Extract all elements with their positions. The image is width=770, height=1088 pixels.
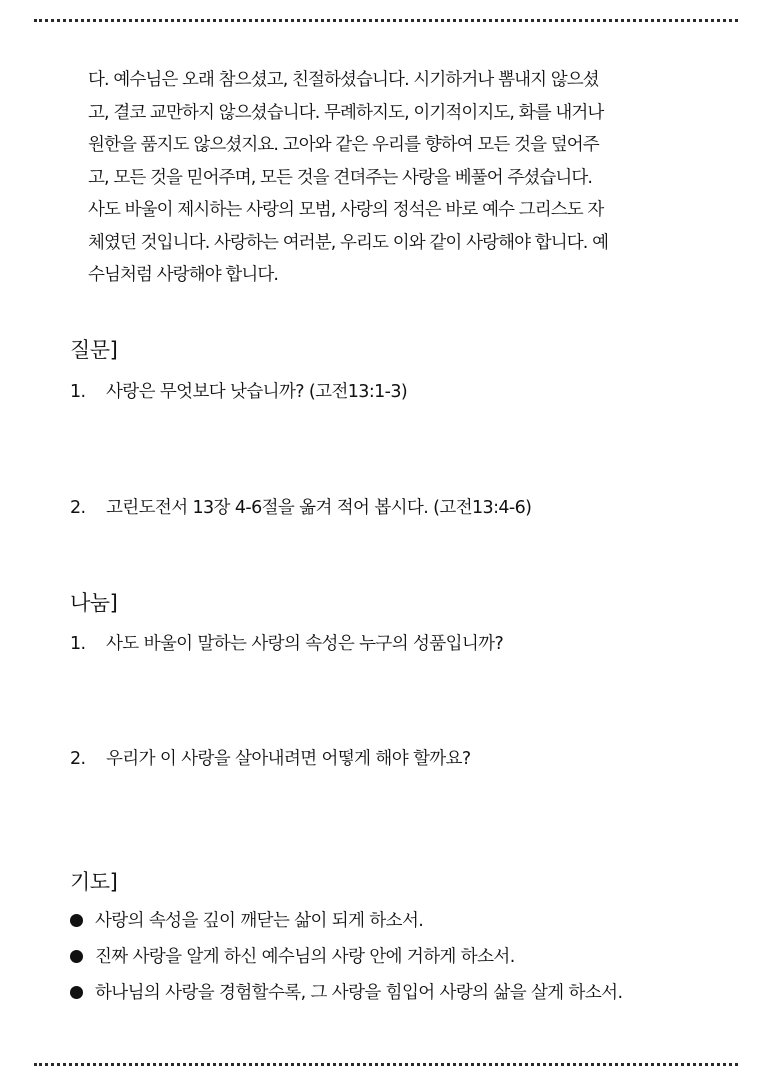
bottom-divider: [34, 1063, 738, 1066]
sharing-heading: 나눔]: [70, 591, 118, 615]
prayer-item: [70, 939, 622, 975]
prayer-text: 하나님의 사랑을 경험할수록, 그 사랑을 힘입어 사랑의 삶을 살게 하소서.: [95, 983, 623, 1003]
question-number: 1.: [70, 382, 86, 402]
prayer-heading: 기도]: [70, 870, 118, 894]
sharing-number: 1.: [70, 634, 86, 654]
question-item: [70, 378, 407, 403]
prayer-text: 사랑의 속성을 깊이 깨닫는 삶이 되게 하소서.: [95, 911, 424, 931]
intro-line: 다. 예수님은 오래 참으셨고, 친절하셨습니다. 시기하거나 뽐내지 않으셨: [88, 70, 599, 90]
intro-line: 사도 바울이 제시하는 사랑의 모범, 사랑의 정석은 바로 예수 그리스도 자: [88, 200, 604, 220]
intro-line: 고, 결코 교만하지 않으셨습니다. 무례하지도, 이기적이지도, 화를 내거나: [88, 102, 604, 123]
sharing-number: 2.: [70, 749, 86, 769]
questions-heading: 질문]: [70, 338, 118, 362]
intro-line: 원한을 품지도 않으셨지요. 고아와 같은 우리를 향하여 모든 것을 덮어주: [88, 135, 599, 155]
question-text: 고린도전서 13장 4-6절을 옮겨 적어 봅시다. (고전13:4-6): [106, 498, 532, 518]
bullet-icon: [70, 914, 83, 927]
intro-line: 체였던 것입니다. 사랑하는 여러분, 우리도 이와 같이 사랑해야 합니다. 예: [88, 232, 609, 253]
question-item: [70, 494, 531, 519]
sharing-text: 사도 바울이 말하는 사랑의 속성은 누구의 성품입니까?: [106, 634, 504, 654]
bullet-icon: [70, 986, 83, 999]
question-text: 사랑은 무엇보다 낫습니까? (고전13:1-3): [106, 382, 408, 402]
sharing-item: [70, 745, 471, 770]
question-number: 2.: [70, 498, 86, 518]
prayer-item: [70, 975, 622, 1011]
prayer-item: [70, 903, 622, 939]
prayer-list: [70, 903, 622, 1011]
prayer-text: 진짜 사랑을 알게 하신 예수님의 사랑 안에 거하게 하소서.: [95, 947, 515, 967]
sharing-text: 우리가 이 사랑을 살아내려면 어떻게 해야 할까요?: [106, 749, 471, 769]
sharing-item: [70, 630, 503, 655]
intro-line: 고, 모든 것을 믿어주며, 모든 것을 견뎌주는 사랑을 베풀어 주셨습니다.: [88, 167, 593, 188]
top-divider: [34, 19, 738, 22]
intro-paragraph: [88, 64, 708, 292]
bullet-icon: [70, 950, 83, 963]
intro-line: 수님처럼 사랑해야 합니다.: [88, 265, 279, 285]
